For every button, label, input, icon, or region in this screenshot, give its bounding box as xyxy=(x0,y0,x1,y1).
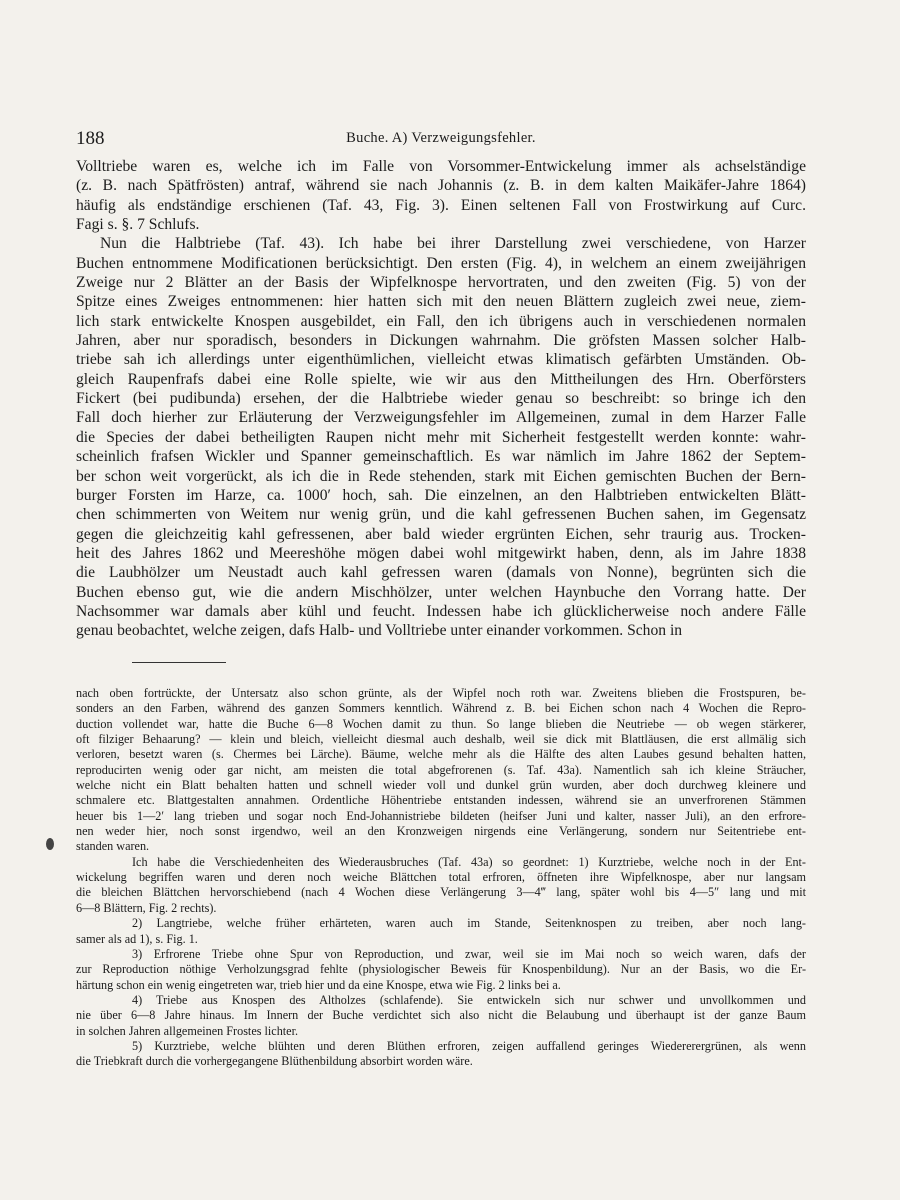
text-line: genau beobachtet, welche zeigen, dafs Halb- und Volltriebe unter einander vorkommen. Schon in xyxy=(76,622,683,640)
text-line: Buchen ebenso gut, wie die andern Mischhölzer, unter welchen Haynbuche den Vorrang hatte. Der xyxy=(76,583,806,601)
text-line: chen schimmerten von Weitem nur wenig grün, und die kahl gefressenen Buchen sahen, im Gegensatz xyxy=(76,506,806,524)
text-line: Zweige nur 2 Blätter an der Basis der Wipfelknospe hervortraten, und den zweiten (Fig. 5) von der xyxy=(76,274,806,292)
footnote-line: verloren, besetzt waren (s. Chermes bei Lärche). Bäume, welche mehr als die Hälfte des alten Laubes gesund behalten hatten, xyxy=(76,747,806,762)
text-line: ber schon weit vorgerückt, als ich die in Rede stehenden, stark mit Eichen gemischten Buchen der Bern- xyxy=(76,467,806,485)
text-line: gleich Raupenfrafs dabei eine Rolle spielte, wie wir aus den Mittheilungen des Hrn. Oberförsters xyxy=(76,370,806,388)
footnote-line: nie über 6—8 Jahre hinaus. Im Innern der Buche verdichtet sich also nicht die Belaubung und überhaupt ist der ganze Baum xyxy=(76,1008,806,1023)
text-line: die Species der dabei betheiligten Raupen nicht mehr mit Sicherheit festgestellt werden konnte: wahr- xyxy=(76,428,806,446)
text-line: Nun die Halbtriebe (Taf. 43). Ich habe bei ihrer Darstellung zwei verschiedene, von Harzer xyxy=(100,235,806,253)
text-line: Nachsommer war damals aber kühl und feucht. Indessen habe ich glücklicherweise noch andere Fälle xyxy=(76,602,806,620)
footnote-line: härtung schon ein wenig eingetreten war, trieb hier und da eine Knospe, etwa wie Fig. 2 links bei a. xyxy=(76,977,561,992)
text-line: triebe sah ich allerdings unter eigenthümlichen, vielleicht etwas klimatisch gefärbten Umständen. Ob- xyxy=(76,351,806,369)
footnote-line: sonders an den Farben, während des ganzen Sommers kenntlich. Während z. B. bei Eichen schon nach 4 Wochen die Repro- xyxy=(76,701,806,716)
running-title: Buche. A) Verzweigungsfehler. xyxy=(346,130,536,146)
text-line: heit des Jahres 1862 und Meereshöhe mögen dabei wohl mitgewirkt haben, denn, als im Jahre 1838 xyxy=(76,544,806,562)
footnote-line: nen weder hier, noch sonst irgendwo, weil an den Kronzweigen nirgends eine Verlängerung, sondern nur Seitentriebe ent- xyxy=(76,824,806,839)
footnote-line: die Triebkraft durch die vorhergegangene Blüthenbildung absorbirt worden wäre. xyxy=(76,1054,473,1069)
footnote-line: zur Reproduction nöthige Verholzungsgrad fehlte (physiologischer Beweis für Knospenbildung). Nur an der Basis, wo die Er- xyxy=(76,962,806,977)
footnote-line: samer als ad 1), s. Fig. 1. xyxy=(76,931,198,946)
main-text xyxy=(76,157,806,641)
text-line: Fickert (bei pudibunda) ersehen, der die Halbtriebe wieder genau so beschreibt: so bringe ich den xyxy=(76,390,806,408)
footnote-line: oft filziger Behaarung? — klein und bleich, vielleicht diesmal auch deshalb, weil sie dick mit Blattläusen, die erst allmälig sich xyxy=(76,732,806,747)
text-line: häufig als endständige erschienen (Taf. 43, Fig. 3). Einen seltenen Fall von Frostwirkung auf Curc. xyxy=(76,196,806,214)
text-line: Buchen entnommene Modificationen berücksichtigt. Den ersten (Fig. 4), in welchem an einem zweijährigen xyxy=(76,254,806,272)
text-line: Spitze eines Zweiges entnommenen: hier hatten sich mit den neuen Blättern zugleich zwei neue, ziem- xyxy=(76,293,806,311)
text-line: Fagi s. §. 7 Schlufs. xyxy=(76,216,200,234)
text-line: gegen die gleichzeitig kahl gefressenen, aber bald wieder ergrünten Eichen, sehr traurig aus. Trocken- xyxy=(76,525,806,543)
text-line: Volltriebe waren es, welche ich im Falle von Vorsommer-Entwickelung immer als achselständige xyxy=(76,158,806,175)
footnote-line: 2) Langtriebe, welche früher erhärteten, waren auch im Stande, Seitenknospen zu treiben, aber noch lang- xyxy=(132,916,806,931)
footnote-line: in solchen Jahren allgemeinen Frostes lichter. xyxy=(76,1023,299,1038)
text-line: lich stark entwickelte Knospen ausgebildet, ein Fall, den ich übrigens auch in verschiedenen normalen xyxy=(76,312,806,330)
footnote-line: 3) Erfrorene Triebe ohne Spur von Reproduction, und zwar, weil sie im Mai noch so weich waren, dafs der xyxy=(132,946,806,961)
text-line: (z. B. nach Spätfrösten) antraf, während sie nach Johannis (z. B. in dem kalten Maikäfer-Jahre 1864) xyxy=(76,177,806,195)
footnote-line: 5) Kurztriebe, welche blühten und deren Blüthen erfroren, zeigen auffallend geringes Wiedererergrünen, als wenn xyxy=(132,1038,806,1053)
footnote-line: standen waren. xyxy=(76,839,150,854)
footnote-line: heuer bis 1—2′ lang trieben und sogar noch End-Johannistriebe bildeten (heifser Juni und kalter, nasser Juli), an den erfrore- xyxy=(76,808,806,823)
footnote-line: reproducirten wenig oder gar nicht, am meisten die total abgefrorenen (s. Taf. 43a). Namentlich sah ich kleine Sträucher, xyxy=(76,762,806,777)
footnote-line: wickelung begriffen waren und deren noch weiche Blättchen total erfroren, öffneten ihre Wipfelknospe, aber nur langsam xyxy=(76,870,806,885)
footnote-line: die bleichen Blättchen hervorschiebend (nach 4 Wochen diese Verlängerung 3—4‴ lang, später wohl bis 4—5″ lang und mit xyxy=(76,885,806,900)
footnote-line: 6—8 Blättern, Fig. 2 rechts). xyxy=(76,900,217,915)
footnote-line: 4) Triebe aus Knospen des Altholzes (schlafende). Sie entwickeln sich nur schwer und unvollkommen und xyxy=(132,992,806,1007)
text-line: die Laubhölzer um Neustadt auch kahl gefressen waren (damals von Nonne), begrünten sich die xyxy=(76,564,806,582)
page-number: 188 xyxy=(76,128,105,149)
footnote-line: duction vollendet war, hatte die Buche 6—8 Wochen damit zu thun. So lange blieben die Neutriebe — ob wegen stärkerer, xyxy=(76,716,806,731)
text-line: scheinlich frafsen Wickler und Spanner gemeinschaftlich. Es war nämlich im Jahre 1862 der Septem- xyxy=(76,448,806,466)
footnote-line: welche nicht ein Blatt behalten hatten und schnell wieder voll und dunkel grün wurden, aber doch durchweg kleinere und xyxy=(76,778,806,793)
text-line: Jahren, aber nur sporadisch, besonders in Dickungen wahrnahm. Die gröfsten Massen solcher Halb- xyxy=(76,332,806,350)
footnote-separator xyxy=(132,662,226,663)
page-header xyxy=(76,128,806,152)
footnote-line: Ich habe die Verschiedenheiten des Wiederausbruches (Taf. 43a) so geordnet: 1) Kurztriebe, welche noch in der Ent- xyxy=(132,854,806,869)
text-line: burger Forsten im Harze, ca. 1000′ hoch, sah. Die einzelnen, an den Halbtrieben entwickelten Blätt- xyxy=(76,486,806,504)
footnote-text xyxy=(76,686,806,1070)
footnote-line: nach oben fortrückte, der Untersatz also schon grünte, als der Wipfel noch roth war. Zweitens blieben die Frostspuren, be- xyxy=(76,686,806,700)
margin-ink-spot xyxy=(46,838,54,850)
footnote-line: schmalere etc. Blattgestalten annahmen. Ordentliche Höhentriebe entstanden indessen, während sie an unverfrorenen Stämmen xyxy=(76,793,806,808)
text-line: Fall doch hierher zur Erläuterung der Verzweigungsfehler im Allgemeinen, zumal in dem Harzer Falle xyxy=(76,409,806,427)
